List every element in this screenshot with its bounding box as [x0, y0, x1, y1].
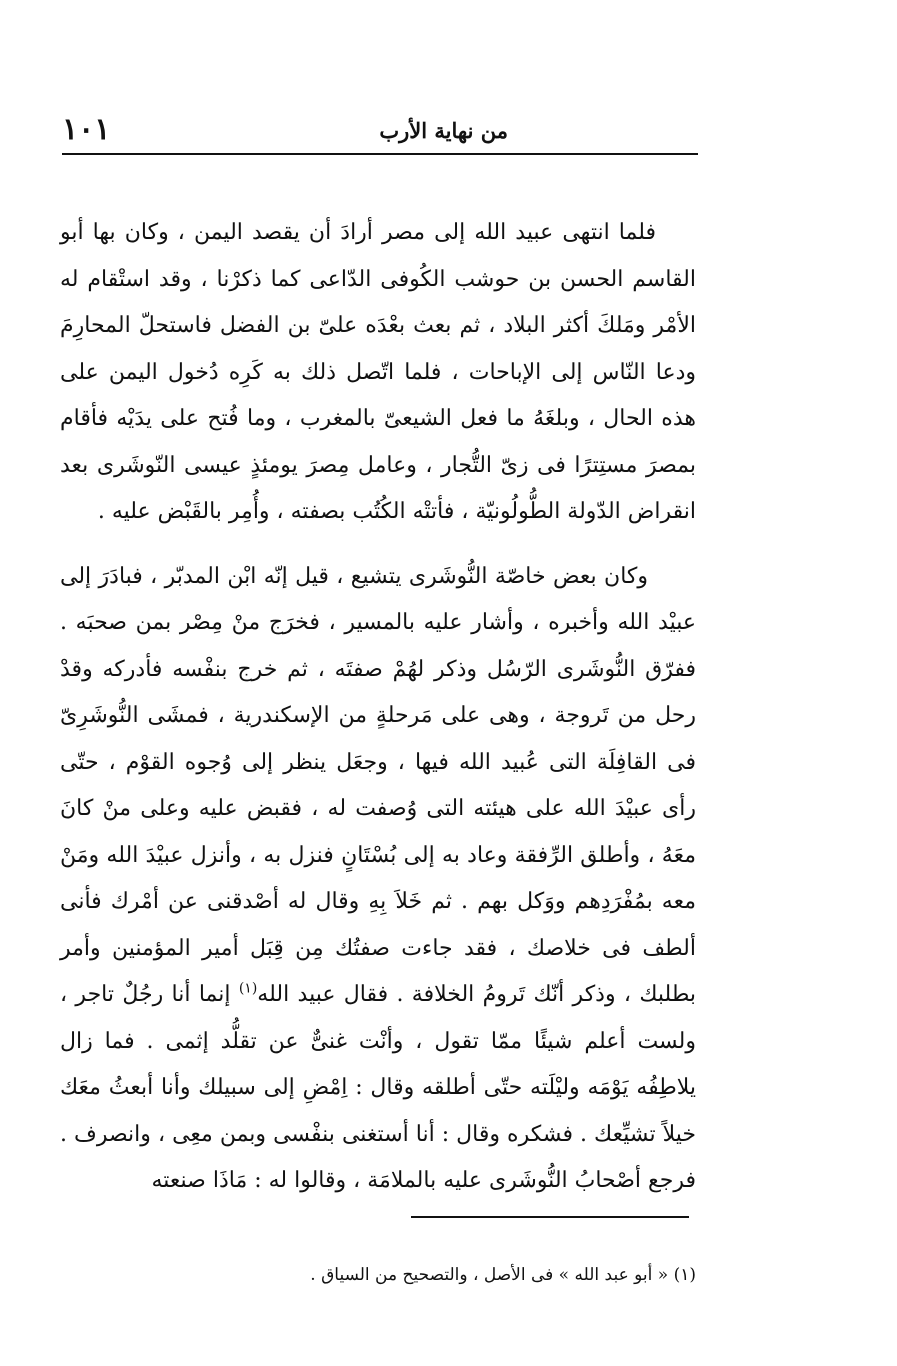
page-number: ١٠١: [62, 112, 111, 147]
paragraph-2: [60, 554, 696, 1205]
footnote-rule: [411, 1216, 689, 1218]
main-text: [60, 210, 696, 1205]
paragraph-2-text-a: وكان بعض خاصّة النُّوشَرى يتشيع ، قيل إنّه ابْن المدبّر ، فبادَرَ إلى عبيْد الله وأخبره ، وأشار عليه بالمسير ، فخرَج منْ مِصْر بمن صحبَه . ففرّق النُّوشَرى الرّسُل وذكر لهُمْ صفتَه ، ثم خرج بنفْسه فأدركه وقدْ رحل من تَروجة ، وهى على مَرحلةٍ من الإسكندرية ، فمشَى النُّوشَرِىّ فى القافِلَة التى عُبيد الله فيها ، وجعَل ينظر إلى وُجوه القوْم ، حتّى رأى عبيْدَ الله على هيئته التى وُصفت له ، فقبض عليه وعلى منْ كانَ معَهُ ، وأطلق الرِّفقة وعاد به إلى بُسْتَانٍ فنزل به ، وأنزل عبيْدَ الله ومَنْ معه بمُفْرَدِهم ووَكل بهم . ثم خَلاَ بِهِ وقال له أصْدقنى عن أمْرك فأنى ألطف فى خلاصك ، فقد جاءت صفتُك مِن قِبَل أمير المؤمنين وأمر بطلبك ، وذكر أنّك تَرومُ الخلافة . فقال عبيد الله: [60, 563, 696, 1007]
paragraph-1: فلما انتهى عبيد الله إلى مصر أرادَ أن يقصد اليمن ، وكان بها أبو القاسم الحسن بن حوشب الكُوفى الدّاعى كما ذكرْنا ، وقد استْقام له الأمْر ومَلكَ أكثر البلاد ، ثم بعث بعْدَه علىّ بن الفضل فاستحلّ المحارِمَ ودعا النّاس إلى الإباحات ، فلما اتّصل ذلك به كَرِه دُخول اليمن على هذه الحال ، وبلغَهُ ما فعل الشيعىّ بالمغرب ، وما فُتح على يدَيْه فأقام بمصرَ مستِترًا فى زىّ التُّجار ، وعامل مِصرَ يومئذٍ عيسى النّوشَرى بعد انقراض الدّولة الطُّولُونيّة ، فأتتْه الكُتُب بصفته ، وأُمِر بالقَبْض عليه .: [60, 220, 696, 524]
header-rule: [62, 153, 698, 155]
page-header: [62, 112, 698, 156]
paragraph-2-text-b: إنما أنا رجُلٌ تاجر ، ولست أعلم شيئًا ممّا تقول ، وأنْت غنىٌّ عن تقلُّد إثمى . فما زال يلاطِفُه يَوْمَه وليْلَته حتّى أطلقه وقال : اِمْضِ إلى سبيلك وأنا أبعثُ معَك خيلاً تشيِّعك . فشكره وقال : أنا أستغنى بنفْسى وبمن معِى ، وانصرف . فرجع أصْحابُ النُّوشَرى عليه بالملامَة ، وقالوا له : مَاذَا صنعته: [60, 982, 696, 1193]
footnote-marker: (١): [238, 980, 258, 997]
footnote: (١) « أبو عبد الله » فى الأصل ، والتصحيح من السياق .: [310, 1265, 696, 1285]
running-title: من نهاية الأرب: [379, 118, 508, 143]
